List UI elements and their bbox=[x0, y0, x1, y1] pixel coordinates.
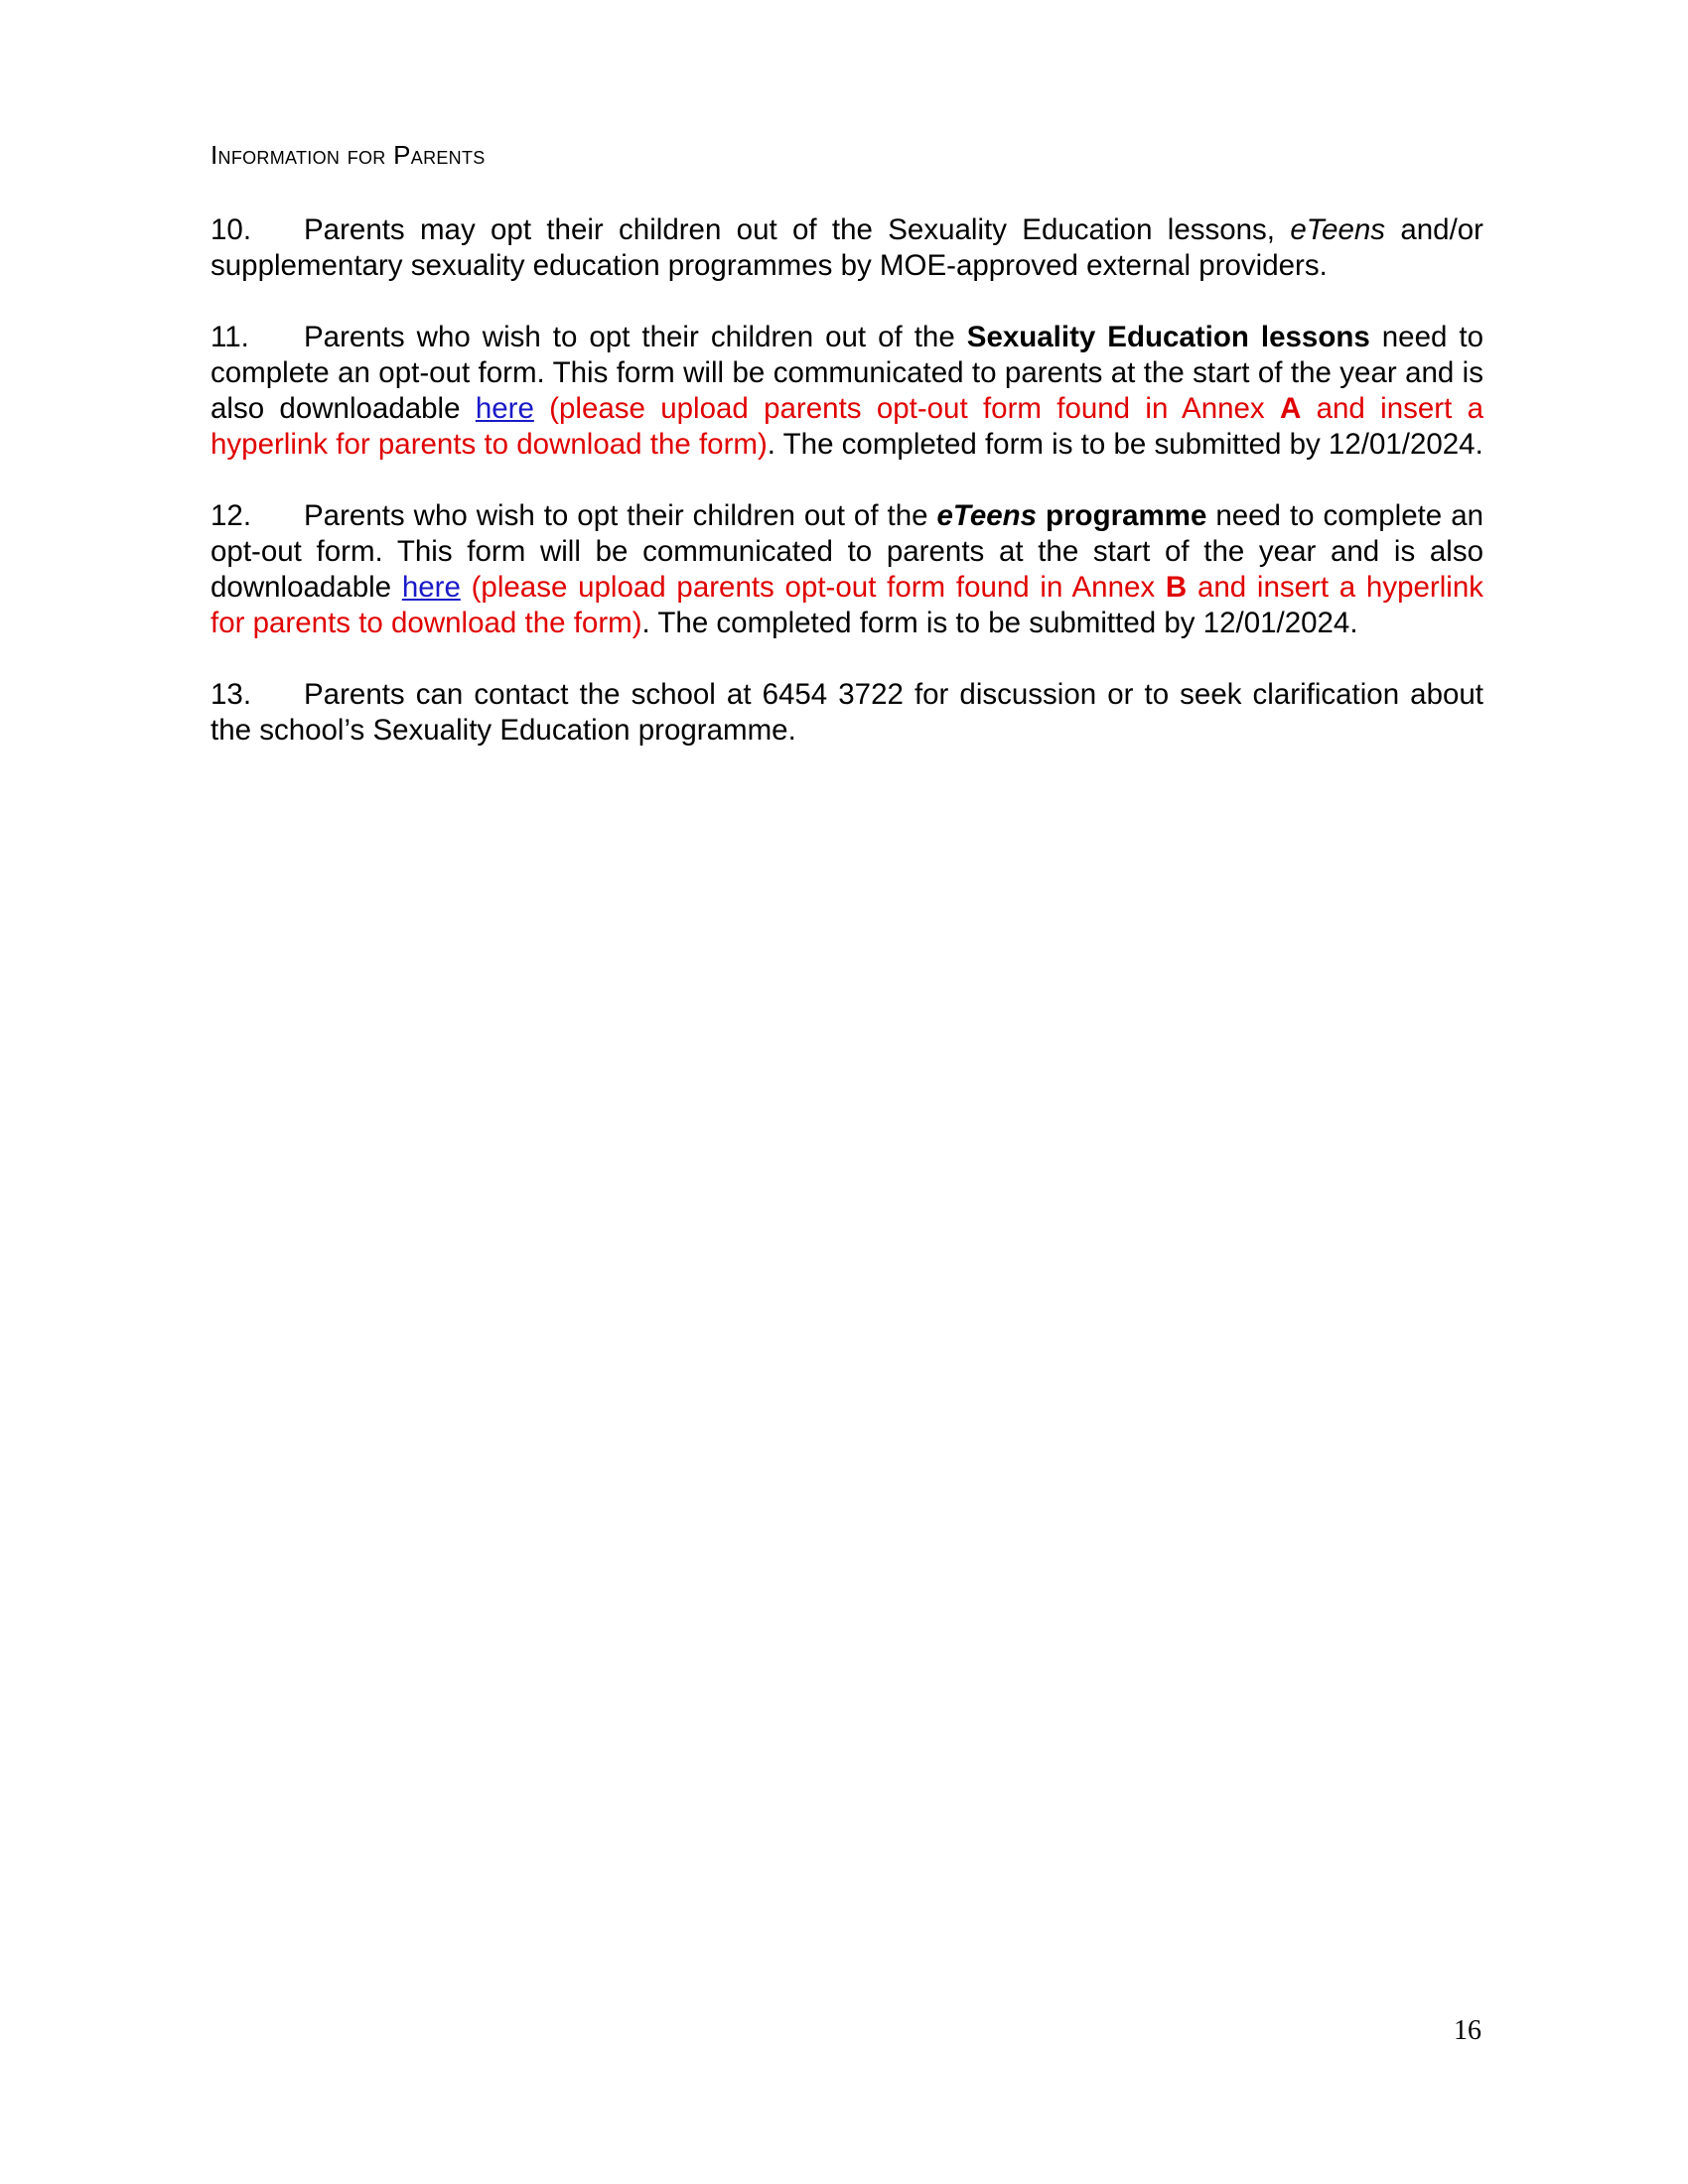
bold-term: programme bbox=[1037, 499, 1207, 532]
paragraph-text: and/or supplementary sexuality education programmes by MOE-approved external providers. bbox=[211, 213, 1483, 282]
paragraph-text: Parents may opt their children out of the Sexuality Education lessons, bbox=[304, 213, 1291, 246]
paragraph-text: Parents who wish to opt their children out of the bbox=[304, 499, 937, 532]
paragraph-13 bbox=[211, 677, 1483, 749]
paragraph-number: 11. bbox=[211, 321, 249, 353]
paragraph-text: Parents who wish to opt their children out of the bbox=[304, 321, 967, 353]
paragraph-text: . The completed form is to be submitted by 12/01/2024. bbox=[767, 428, 1483, 461]
document-page bbox=[211, 137, 1483, 784]
eteens-term: eTeens bbox=[936, 499, 1038, 532]
annex-letter: A bbox=[1280, 392, 1302, 425]
paragraph-10 bbox=[211, 212, 1483, 284]
instruction-note: and insert a hyperlink for parents to download the form) bbox=[211, 571, 1483, 639]
section-heading: Information for Parents bbox=[211, 140, 486, 170]
paragraph-text: need to complete an opt-out form. This form will be communicated to parents at the start of the year and is also downloadable bbox=[211, 499, 1484, 604]
paragraph-number: 10. bbox=[211, 213, 252, 246]
paragraph-11 bbox=[211, 320, 1483, 463]
paragraph-number: 13. bbox=[211, 678, 252, 711]
instruction-note: and insert a hyperlink for parents to download the form) bbox=[211, 392, 1483, 461]
paragraph-number: 12. bbox=[211, 499, 252, 532]
instruction-note: (please upload parents opt-out form found in Annex bbox=[533, 392, 1280, 425]
page-number: 16 bbox=[1454, 2015, 1481, 2046]
bold-term: Sexuality Education lessons bbox=[966, 321, 1370, 353]
paragraph-text: . The completed form is to be submitted by 12/01/2024. bbox=[641, 607, 1358, 639]
download-form-link-annex-a[interactable]: here bbox=[475, 392, 534, 425]
instruction-note: (please upload parents opt-out form found in Annex bbox=[460, 571, 1166, 604]
download-form-link-annex-b[interactable]: here bbox=[401, 571, 461, 604]
annex-letter: B bbox=[1165, 571, 1188, 604]
paragraph-12 bbox=[211, 498, 1483, 641]
paragraph-text: need to complete an opt-out form. This form will be communicated to parents at the start of the year and is also downloadable bbox=[211, 321, 1484, 425]
eteens-term: eTeens bbox=[1290, 213, 1386, 246]
paragraph-text: Parents can contact the school at 6454 3722 for discussion or to seek clarification about the school’s Sexuality Education programme. bbox=[211, 678, 1483, 747]
